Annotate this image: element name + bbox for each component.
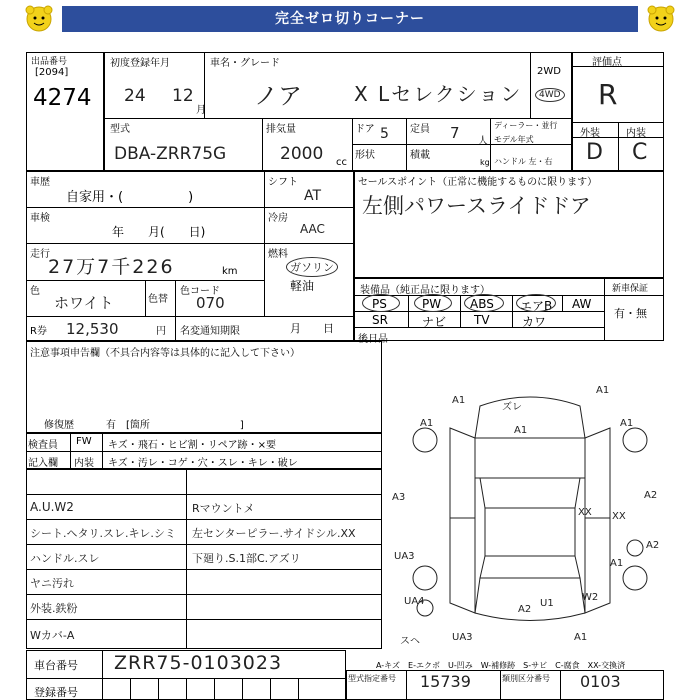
door-value: 5: [380, 126, 389, 142]
ext-value: D: [586, 140, 603, 165]
lot-header-label: 出品番号: [31, 57, 68, 67]
door-label: ドア: [355, 124, 375, 135]
load-unit: kg: [480, 158, 490, 167]
equip-abs-circle: [464, 294, 504, 312]
car-name: ノア: [254, 82, 302, 110]
use-label: 車歴: [30, 177, 50, 188]
load-label: 積載: [410, 150, 430, 161]
lot-sub-number: [2094]: [35, 67, 69, 78]
displacement-value: 2000: [280, 144, 324, 164]
equip-airbag: エアB: [520, 299, 553, 313]
legend-text: A-キズ E-エクボ U-凹み W-補修跡 S-サビ C-腐食 XX-交換済: [376, 661, 626, 670]
diagram-mark-12: A2: [646, 540, 660, 551]
drive-value: 4WD: [535, 88, 565, 102]
mileage-label: 走行: [30, 249, 50, 260]
diagram-mark-2: ズレ: [502, 402, 522, 413]
tax-label: R券: [30, 326, 47, 337]
reg-month-unit: 月: [196, 105, 206, 116]
tire-fr: [623, 428, 647, 452]
diagram-mark-5: A1: [514, 425, 528, 436]
remark-right-2: 左センターピラー.サイドシル.XX: [192, 527, 356, 540]
shift-label: シフト: [268, 177, 298, 188]
mascot-left-icon: [24, 4, 54, 34]
inspect-value: 年 月( 日): [112, 225, 206, 239]
equip-airbag-circle: [516, 294, 556, 312]
equip-sr: SR: [372, 313, 388, 327]
diagram-mark-17: UA4: [404, 596, 425, 607]
reg-label: 初度登録年月: [110, 58, 170, 69]
capacity-value: 7: [450, 124, 460, 142]
drive-label: 2WD: [537, 66, 561, 77]
color-change-label: 色替: [148, 294, 168, 305]
tire-rl: [413, 566, 437, 590]
inspect-label: 車検: [30, 213, 50, 224]
new-warranty-label: 新車保証: [612, 284, 649, 294]
banner-title: 完全ゼロ切りコーナー: [62, 6, 638, 32]
tire-fl: [413, 428, 437, 452]
int-check-items: キズ・汚レ・コゲ・穴・スレ・キレ・破レ: [108, 458, 298, 469]
equip-ps: PS: [372, 297, 387, 311]
fuel-diesel: 軽油: [290, 279, 315, 293]
lot-box: [26, 52, 104, 171]
lot-number: 4274: [33, 85, 92, 111]
diagram-mark-4: A1: [420, 418, 434, 429]
color-label: 色: [30, 286, 40, 297]
transfer-label: 名変通知期限: [180, 326, 240, 337]
model-year-label: モデル年式: [494, 135, 534, 144]
fw-items: キズ・飛石・ヒビ割・リペア跡・×要: [108, 440, 276, 451]
tax-unit: 円: [156, 326, 166, 337]
class-code-label: 類別区分番号: [502, 674, 550, 683]
int-label: 内装: [626, 128, 646, 139]
equip-ps-circle: [362, 294, 400, 312]
ac-value: AAC: [300, 222, 325, 236]
equip-aw: AW: [572, 297, 592, 311]
diagram-mark-16: W2: [582, 592, 599, 603]
equip-tv: TV: [474, 313, 490, 327]
tire-rr: [623, 566, 647, 590]
remark-left-3: ハンドル.スレ: [30, 552, 100, 565]
model-code-label: 型式指定番号: [348, 674, 396, 683]
reg-year: 24: [124, 86, 146, 106]
equip-pw: PW: [422, 297, 442, 311]
capacity-label: 定員: [410, 124, 430, 135]
inspector-label: 検査員: [28, 440, 58, 451]
repair-value: 有 [箇所 ]: [106, 420, 244, 431]
diagram-mark-20: A1: [574, 632, 588, 643]
score-label: 評価点: [592, 57, 622, 68]
mascot-right-icon: [646, 4, 676, 34]
diagram-mark-9: A2: [644, 490, 658, 501]
tax-value: 12,530: [66, 320, 119, 338]
diagram-mark-13: A1: [610, 558, 624, 569]
remark-left-5: 外装.鉄粉: [30, 602, 78, 615]
new-warranty-value: 有・無: [614, 307, 647, 320]
remark-left-4: ヤニ汚れ: [30, 577, 74, 590]
model-label: 型式: [110, 124, 130, 135]
ac-label: 冷房: [268, 213, 288, 224]
notes-label: 注意事項申告欄（不具合内容等は具体的に記入して下さい）: [30, 348, 300, 359]
displacement-unit: cc: [336, 157, 347, 168]
fw-label: FW: [76, 436, 92, 447]
score-value: R: [598, 78, 618, 111]
shift-value: AT: [304, 188, 322, 204]
diagram-mark-3: A1: [596, 385, 610, 396]
model-code-value: 15739: [420, 672, 471, 691]
int-check-label: 内装: [74, 458, 94, 469]
int-value: C: [632, 140, 648, 165]
diagram-mark-6: A1: [620, 418, 634, 429]
record-label: 記入欄: [28, 458, 58, 469]
diagram-mark-15: U1: [540, 598, 554, 609]
diagram-mark-7: A3: [392, 492, 406, 503]
car-label: 車名・グレード: [210, 58, 280, 69]
sales-label: セールスポイント（正常に機能するものに限ります）: [358, 177, 598, 188]
diagram-mark-14: A2: [518, 604, 532, 615]
displacement-label: 排気量: [266, 124, 296, 135]
diagram-mark-1: A1: [452, 395, 466, 406]
color-value: ホワイト: [54, 294, 114, 312]
remark-right-1: Rマウントメ: [192, 502, 255, 515]
dealer-label: ディーラー・並行: [494, 121, 558, 130]
capacity-unit: 人: [478, 136, 488, 147]
remark-left-2: シート.ヘタリ.スレ.キレ.シミ: [30, 527, 176, 540]
chassis-value: ZRR75-0103023: [114, 652, 283, 674]
remark-right-3: 下廻り.S.1部C.アズリ: [192, 552, 301, 565]
mileage-unit: km: [222, 266, 238, 277]
handle-label: ハンドル 左・右: [494, 157, 553, 166]
equip-navi: ナビ: [422, 315, 447, 329]
reg-month: 12: [172, 86, 194, 106]
use-value: 自家用・( ): [66, 190, 194, 205]
transfer-value: 月 日: [290, 322, 334, 335]
model-value: DBA-ZRR75G: [114, 144, 227, 164]
diagram-mark-19: UA3: [452, 632, 473, 643]
ext-label: 外装: [580, 128, 600, 139]
diagram-mark-18: スヘ: [400, 636, 420, 647]
rear-items-label: 後日品: [358, 334, 388, 345]
fuel-gas: ガソリン: [286, 257, 338, 277]
equipment-label: 装備品（純正品に限ります）: [360, 285, 490, 296]
class-code-value: 0103: [580, 672, 621, 691]
remark-left-6: Wカバ-A: [30, 629, 75, 642]
diagram-mark-8: XX: [578, 507, 592, 518]
shape-label: 形状: [355, 150, 375, 161]
sales-text: 左側パワースライドドア: [362, 194, 591, 218]
repair-label: 修復歴: [44, 420, 74, 431]
diagram-mark-10: XX: [612, 511, 626, 522]
equip-abs: ABS: [470, 297, 494, 311]
equip-leather: カワ: [522, 315, 547, 329]
equip-pw-circle: [414, 294, 452, 312]
diagram-mark-11: UA3: [394, 551, 415, 562]
chassis-label: 車台番号: [34, 659, 78, 672]
mileage-value: 27万7千226: [48, 256, 175, 278]
reg-number-label: 登録番号: [34, 686, 78, 699]
color-code-value: 070: [196, 294, 225, 312]
car-grade: X Lセレクション: [354, 82, 523, 106]
color-code-label: 色コード: [180, 286, 220, 297]
fuel-label: 燃料: [268, 249, 288, 260]
remark-left-1: A.U.W2: [30, 500, 74, 514]
